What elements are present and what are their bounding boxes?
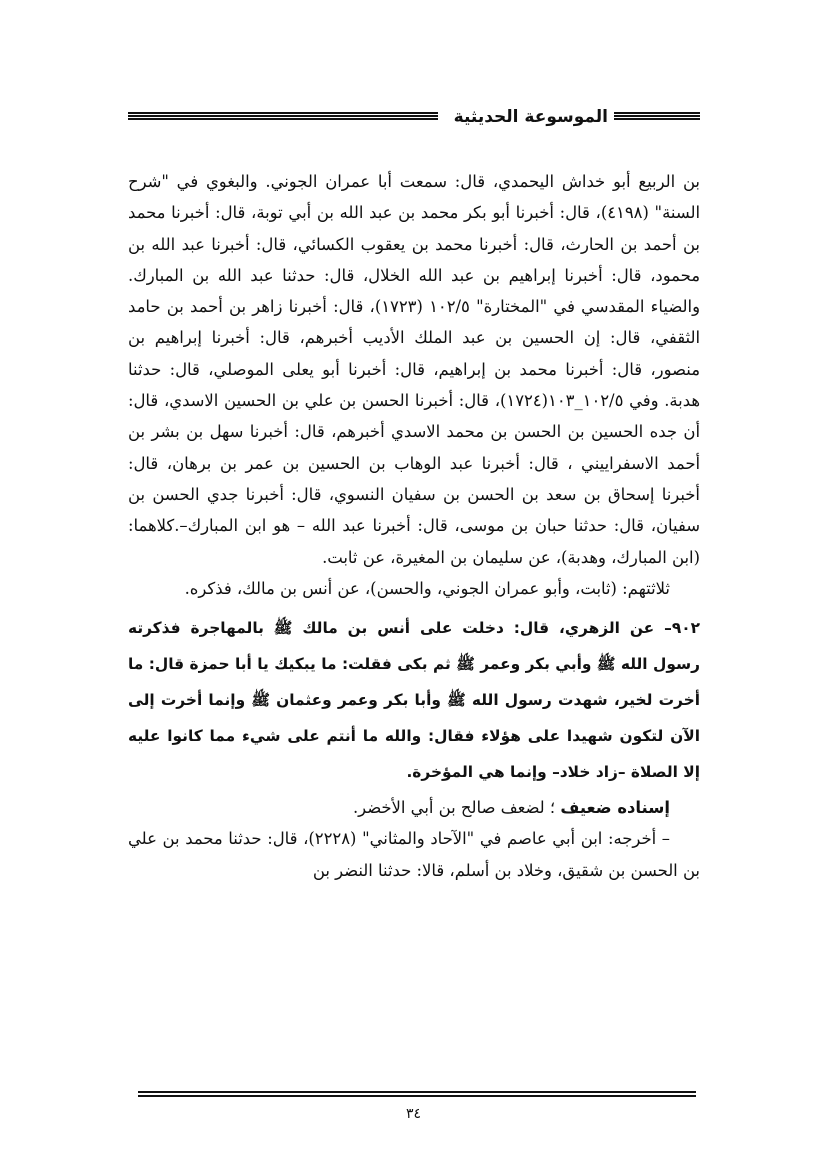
footer-rule	[138, 1091, 696, 1099]
summary-paragraph: ثلاثتهم: (ثابت، وأبو عمران الجوني، والحسن)، عن أنس بن مالك، فذكره.	[184, 578, 670, 598]
grading-reason: ؛ لضعف صالح بن أبي الأخضر.	[352, 798, 561, 818]
hadith-text: ٩٠٢– عن الزهري، قال: دخلت على أنس بن مالك ﷺ بالمهاجرة فذكرته رسول الله ﷺ وأبي بكر وعمر ﷺ ثم بكى فقلت: ما يبكيك يا أبا حمزة قال: ما أخرت لخير، شهدت رسول الله ﷺ وأبا بكر وعمر وعثمان ﷺ وإنما أخرت إلى الآن لتكون شهيدا على هؤلاء فقال: والله ما أنتم على شيء مما كانوا عليه إلا الصلاة –زاد خلاد– وإنما هي المؤخرة.	[128, 619, 700, 782]
takhrij-paragraph: – أخرجه: ابن أبي عاصم في "الآحاد والمثاني" (٢٢٢٨)، قال: حدثنا محمد بن علي بن الحسن بن شقيق، وخلاد بن أسلم، قالا: حدثنا النضر بن	[128, 829, 700, 880]
page-number: ٣٤	[405, 1106, 422, 1122]
grading-paragraph	[128, 792, 700, 823]
header-decorative-bar-left	[128, 112, 438, 121]
chain-of-narration-paragraph: بن الربيع أبو خداش اليحمدي، قال: سمعت أبا عمران الجوني. والبغوي في "شرح السنة" (٤١٩٨)، قال: أخبرنا أبو بكر محمد بن عبد الله بن أبي توبة، قال: أخبرنا محمد بن أحمد بن الحارث، قال: أخبرنا محمد بن يعقوب الكسائي، قال: أخبرنا عبد الله بن محمود، قال: أخبرنا إبراهيم بن عبد الله الخلال، قال: حدثنا عبد الله بن المبارك. والضياء المقدسي في "المختارة" ١٠٢/٥ (١٧٢٣)، قال: أخبرنا زاهر بن أحمد بن حامد الثقفي، قال: إن الحسين بن عبد الملك الأديب أخبرهم، قال: أخبرنا إبراهيم بن منصور، قال: أخبرنا محمد بن إبراهيم، قال: أخبرنا أبو يعلى الموصلي، قال: حدثنا هدبة. وفي ١٠٢/٥_١٠٣(١٧٢٤)، قال: أخبرنا الحسن بن علي بن الحسين الاسدي، قال: أن جده الحسين بن الحسن بن محمد الاسدي أخبرهم، قال: أخبرنا سهل بن بشر بن أحمد الاسفراييني ، قال: أخبرنا عبد الوهاب بن الحسين بن عمر بن برهان، قال: أخبرنا إسحاق بن سعد بن الحسن بن سفيان النسوي، قال: أخبرنا جدي الحسن بن سفيان، قال: حدثنا حبان بن موسى، قال: أخبرنا عبد الله – هو ابن المبارك–.كلاهما: (ابن المبارك، وهدبة)، عن سليمان بن المغيرة، عن ثابت.	[128, 172, 700, 567]
page-body	[128, 166, 700, 886]
grading-label: إسناده ضعيف	[560, 798, 670, 818]
page-header	[128, 104, 700, 130]
header-decorative-bar-right	[614, 112, 700, 121]
header-title: الموسوعة الحديثية	[448, 104, 614, 130]
